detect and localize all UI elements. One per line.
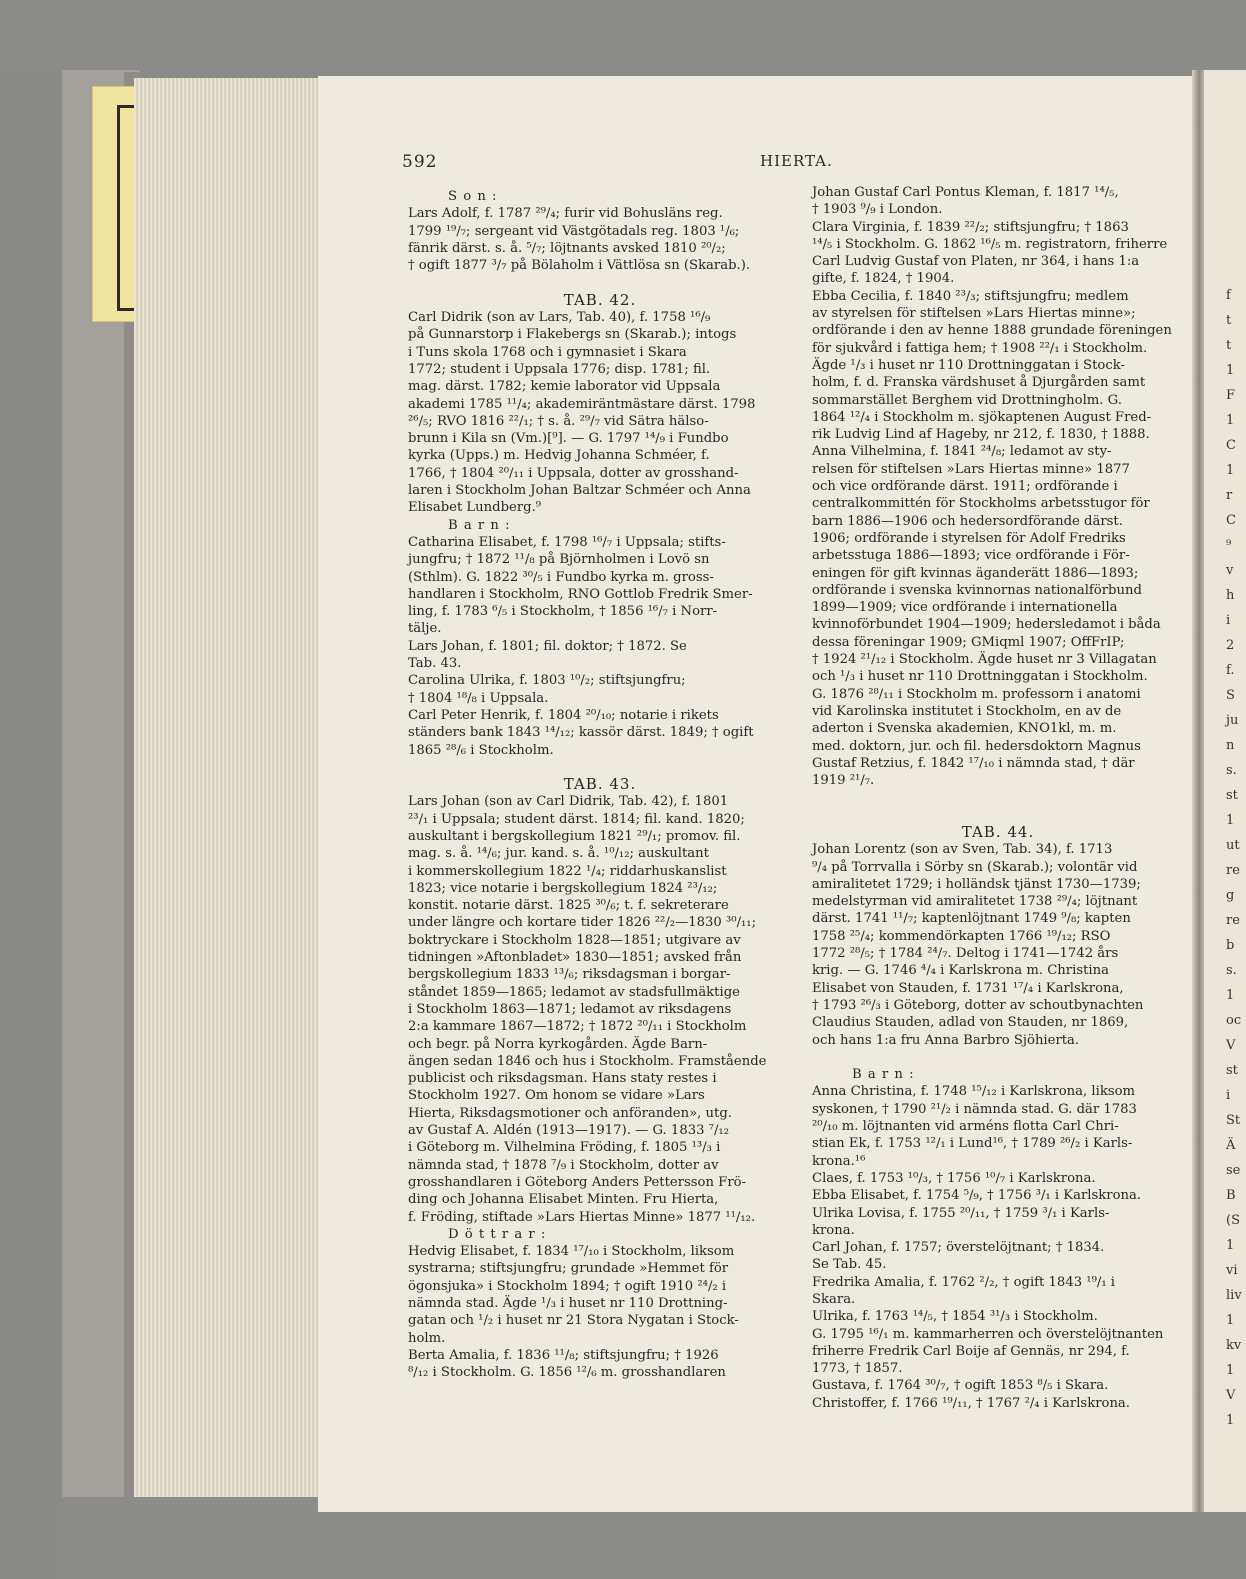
facing-page-fragment: F <box>1226 388 1236 403</box>
left-text-line: boktryckare i Stockholm 1828—1851; utgivare av <box>408 932 741 948</box>
right-text-line: rik Ludvig Lind af Hageby, nr 212, f. 1830, † 1888. <box>812 427 1150 443</box>
right-text-line: Johan Gustaf Carl Pontus Kleman, f. 1817 ¹⁴/₅, <box>812 185 1119 200</box>
left-text-column <box>408 188 792 1381</box>
left-text-line: 1865 ²⁸/₆ i Stockholm. <box>408 742 554 758</box>
right-text-line: dessa föreningar 1909; GMiqml 1907; OffFrIP; <box>812 634 1125 650</box>
right-text-line: därst. 1741 ¹¹/₇; kaptenlöjtnant 1749 ⁹/₈; kapten <box>812 911 1131 927</box>
facing-page-fragment: s. <box>1226 963 1237 978</box>
left-text-line: † 1804 ¹⁸/₈ i Uppsala. <box>408 690 549 706</box>
left-text-line: ding och Johanna Elisabet Minten. Fru Hierta, <box>408 1192 719 1208</box>
right-text-line: Fredrika Amalia, f. 1762 ²/₂, † ogift 1843 ¹⁹/₁ i <box>812 1274 1116 1290</box>
facing-page-fragment: r <box>1226 488 1233 503</box>
left-text-line: Lars Johan (son av Carl Didrik, Tab. 42), f. 1801 <box>408 794 729 810</box>
facing-page-fragment: n <box>1226 738 1235 753</box>
left-text-line: tälje. <box>408 621 442 637</box>
right-text-line: G. 1795 ¹⁶/₁ m. kammarherren och överstelöjtnanten <box>812 1326 1164 1342</box>
left-text-line: konstit. notarie därst. 1825 ³⁰/₆; t. f. sekreterare <box>408 898 729 914</box>
facing-page-fragment: 1 <box>1226 413 1235 428</box>
left-text-line: TAB. 43. <box>563 775 637 794</box>
left-text-line: ståndet 1859—1865; ledamot av stadsfullmäktige <box>408 984 740 1000</box>
running-title: HIERTA. <box>760 152 833 170</box>
left-text-line: systrarna; stiftsjungfru; grundade »Hemmet för <box>408 1261 729 1277</box>
right-text-line: Gustava, f. 1764 ³⁰/₇, † ogift 1853 ⁸/₅ i Skara. <box>812 1378 1109 1394</box>
left-text-line: Lars Johan, f. 1801; fil. doktor; † 1872. Se <box>408 638 687 654</box>
facing-page-fragment: Ä <box>1226 1138 1236 1153</box>
left-text-line: mag. därst. 1782; kemie laborator vid Uppsala <box>408 379 721 395</box>
right-text-line: Ebba Cecilia, f. 1840 ²³/₃; stiftsjungfru; medlem <box>812 288 1129 304</box>
facing-page-fragment: ju <box>1226 713 1239 728</box>
right-text-line: ordförande i den av henne 1888 grundade föreningen <box>812 323 1172 339</box>
right-text-line: och ¹/₃ i huset nr 110 Drottninggatan i Stockholm. <box>812 669 1148 685</box>
right-text-line: G. 1876 ²⁸/₁₁ i Stockholm m. professorn i anatomi <box>812 686 1141 702</box>
left-text-line: holm. <box>408 1330 446 1346</box>
facing-page-fragment: f. <box>1226 663 1235 678</box>
facing-page-fragment: 1 <box>1226 463 1235 478</box>
left-text-line: bergskollegium 1833 ¹³/₆; riksdagsman i borgar- <box>408 967 731 983</box>
left-text-line: Hierta, Riksdagsmotioner och anföranden», utg. <box>408 1105 732 1121</box>
right-text-line: ⁹/₄ på Torrvalla i Sörby sn (Skarab.); volontär vid <box>812 859 1138 875</box>
right-text-line: medelstyrman vid amiralitetet 1738 ²⁹/₄; löjtnant <box>812 894 1138 910</box>
right-text-line: krig. — G. 1746 ⁴/₄ i Karlskrona m. Christina <box>812 963 1109 979</box>
left-text-line: Hedvig Elisabet, f. 1834 ¹⁷/₁₀ i Stockholm, liksom <box>408 1244 735 1260</box>
left-text-line: Carl Didrik (son av Lars, Tab. 40), f. 1758 ¹⁶/₉ <box>408 310 711 326</box>
left-text-line: tidningen »Aftonbladet» 1830—1851; avsked från <box>408 950 742 966</box>
left-text-line: (Sthlm). G. 1822 ³⁰/₅ i Fundbo kyrka m. gross- <box>408 569 714 585</box>
facing-page-fragment: 1 <box>1226 1363 1235 1378</box>
right-text-line: stian Ek, f. 1753 ¹²/₁ i Lund¹⁶, † 1789 ²⁶/₂ i Karls- <box>812 1136 1133 1152</box>
facing-page-fragment: st <box>1226 788 1238 803</box>
left-text-line <box>408 274 792 291</box>
right-text-line: eningen för gift kvinnas äganderätt 1886—1893; <box>812 565 1139 581</box>
right-text-line <box>812 807 1184 824</box>
facing-page-fragment: S <box>1226 688 1235 703</box>
right-text-line: holm, f. d. Franska värdshuset å Djurgården samt <box>812 375 1146 391</box>
left-text-line: i Göteborg m. Vilhelmina Fröding, f. 1805 ¹³/₃ i <box>408 1140 721 1156</box>
facing-page-fragment: B <box>1226 1188 1236 1203</box>
left-text-line: 2:a kammare 1867—1872; † 1872 ²⁰/₁₁ i Stockholm <box>408 1019 747 1035</box>
right-text-line <box>812 789 1184 806</box>
left-text-line: auskultant i bergskollegium 1821 ²⁹/₁; promov. fil. <box>408 828 741 844</box>
right-text-line <box>812 1049 1184 1066</box>
facing-page-fragment: t <box>1226 338 1232 353</box>
facing-page-fragment: ut <box>1226 838 1240 853</box>
left-text-line: ängen sedan 1846 och hus i Stockholm. Framstående <box>408 1053 767 1069</box>
right-text-line: vid Karolinska institutet i Stockholm, en av de <box>812 703 1122 719</box>
facing-page-fragment: 1 <box>1226 988 1235 1003</box>
left-text-line: och begr. på Norra kyrkogården. Ägde Barn- <box>408 1036 708 1052</box>
facing-page-fragment: ⁹ <box>1226 538 1232 553</box>
left-text-line: Lars Adolf, f. 1787 ²⁹/₄; furir vid Bohusläns reg. <box>408 206 723 222</box>
right-text-line: Ebba Elisabet, f. 1754 ⁵/₉, † 1756 ³/₁ i Karlskrona. <box>812 1188 1142 1204</box>
left-text-line: i Tuns skola 1768 och i gymnasiet i Skara <box>408 344 687 360</box>
facing-page-fragment: 1 <box>1226 1313 1235 1328</box>
right-text-line: ordförande i svenska kvinnornas nationalförbund <box>812 582 1142 598</box>
facing-page-edge <box>1204 70 1246 1512</box>
left-text-line: 1772; student i Uppsala 1776; disp. 1781; fil. <box>408 361 711 377</box>
left-text-line: D ö t t r a r : <box>448 1226 547 1242</box>
right-text-line: Anna Vilhelmina, f. 1841 ²⁴/₈; ledamot av sty- <box>812 444 1112 460</box>
left-text-line: handlaren i Stockholm, RNO Gottlob Fredrik Smer- <box>408 586 753 602</box>
facing-page-fragment: vi <box>1226 1263 1238 1278</box>
facing-page-fragment: b <box>1226 938 1235 953</box>
yellow-bookmark-card <box>92 86 138 322</box>
left-text-line: Berta Amalia, f. 1836 ¹¹/₈; stiftsjungfru; † 1926 <box>408 1347 719 1363</box>
facing-page-fragment: 2 <box>1226 638 1235 653</box>
facing-page-fragment: C <box>1226 438 1236 453</box>
left-text-line: † ogift 1877 ³/₇ på Bölaholm i Vättlösa sn (Skarab.). <box>408 258 751 274</box>
right-text-line: för sjukvård i fattiga hem; † 1908 ²²/₁ i Stockholm. <box>812 340 1148 356</box>
left-text-line: Carolina Ulrika, f. 1803 ¹⁰/₂; stiftsjungfru; <box>408 673 686 689</box>
right-text-line: Claes, f. 1753 ¹⁰/₃, † 1756 ¹⁰/₇ i Karlskrona. <box>812 1170 1096 1186</box>
left-text-line: brunn i Kila sn (Vm.)[⁹]. — G. 1797 ¹⁴/₉ i Fundbo <box>408 431 729 447</box>
right-text-line: 1919 ²¹/₇. <box>812 773 875 789</box>
right-text-line: Anna Christina, f. 1748 ¹⁵/₁₂ i Karlskrona, liksom <box>812 1084 1136 1100</box>
right-text-line: 1773, † 1857. <box>812 1361 903 1377</box>
right-text-line: ²⁰/₁₀ m. löjtnanten vid arméns flotta Carl Chri- <box>812 1119 1119 1135</box>
right-text-line: 1906; ordförande i styrelsen för Adolf Fredriks <box>812 530 1126 546</box>
facing-page-fragment: f <box>1226 288 1231 303</box>
right-text-line: friherre Fredrik Carl Boije af Gennäs, nr 294, f. <box>812 1343 1130 1359</box>
left-text-line: Elisabet Lundberg.⁹ <box>408 500 542 516</box>
facing-page-fragment: 1 <box>1226 1238 1235 1253</box>
left-text-line: ögonsjuka» i Stockholm 1894; † ogift 1910 ²⁴/₂ i <box>408 1278 727 1294</box>
right-text-line: Carl Johan, f. 1757; överstelöjtnant; † 1834. <box>812 1240 1105 1256</box>
left-text-line: grosshandlaren i Göteborg Anders Pettersson Frö- <box>408 1174 747 1190</box>
facing-page-fragment: g <box>1226 888 1235 903</box>
right-text-column <box>812 184 1184 1412</box>
right-text-line: Christoffer, f. 1766 ¹⁹/₁₁, † 1767 ²/₄ i Karlskrona. <box>812 1395 1130 1411</box>
right-text-line: TAB. 44. <box>961 822 1035 841</box>
right-text-line: av styrelsen för stiftelsen »Lars Hiertas minne»; <box>812 306 1136 322</box>
right-text-line: arbetsstuga 1886—1893; vice ordförande i För- <box>812 548 1130 564</box>
right-text-line: † 1903 ⁹/₉ i London. <box>812 202 943 218</box>
right-text-line: med. doktorn, jur. och fil. hedersdoktorn Magnus <box>812 738 1141 754</box>
left-text-line: gatan och ¹/₂ i huset nr 21 Stora Nygatan i Stock- <box>408 1313 739 1329</box>
left-text-line <box>408 759 792 776</box>
right-text-line: barn 1886—1906 och hedersordförande därst. <box>812 513 1123 529</box>
right-text-line: ¹⁴/₅ i Stockholm. G. 1862 ¹⁶/₅ m. registratorn, friherre <box>812 236 1168 252</box>
right-text-line: krona. <box>812 1222 855 1238</box>
facing-page-fragment: s. <box>1226 763 1237 778</box>
left-text-line: fänrik därst. s. å. ⁵/₇; löjtnants avsked 1810 ²⁰/₂; <box>408 240 726 256</box>
right-text-line: amiralitetet 1729; i holländsk tjänst 1730—1739; <box>812 876 1141 892</box>
facing-page-fragment: liv <box>1226 1288 1242 1303</box>
left-text-line: på Gunnarstorp i Flakebergs sn (Skarab.); intogs <box>408 327 737 343</box>
left-text-line: Tab. 43. <box>408 656 462 672</box>
right-text-line: och vice ordförande därst. 1911; ordförande i <box>812 479 1118 495</box>
left-text-line: S o n : <box>448 189 498 204</box>
left-text-line: 1823; vice notarie i bergskollegium 1824 ²³/₁₂; <box>408 880 718 896</box>
right-text-line: 1772 ²⁸/₅; † 1784 ²⁴/₇. Deltog i 1741—1742 års <box>812 946 1119 962</box>
right-text-line: 1758 ²⁵/₄; kommendörkapten 1766 ¹⁹/₁₂; RSO <box>812 928 1111 944</box>
right-text-line: † 1793 ²⁶/₃ i Göteborg, dotter av schoutbynachten <box>812 997 1144 1013</box>
right-text-line: Claudius Stauden, adlad von Stauden, nr 1869, <box>812 1015 1129 1031</box>
left-text-line: 1799 ¹⁹/₇; sergeant vid Västgötadals reg. 1803 ¹/₆; <box>408 223 740 239</box>
left-text-line: nämnda stad, † 1878 ⁷/₉ i Stockholm, dotter av <box>408 1157 719 1173</box>
left-text-line: ⁸/₁₂ i Stockholm. G. 1856 ¹²/₆ m. grosshandlaren <box>408 1365 726 1381</box>
right-text-line: aderton i Svenska akademien, KNO1kl, m. m. <box>812 721 1117 737</box>
right-text-line: 1899—1909; vice ordförande i internationella <box>812 600 1118 616</box>
left-text-line: i kommerskollegium 1822 ¹/₄; riddarhuskanslist <box>408 863 727 879</box>
facing-page-fragment: v <box>1226 563 1234 578</box>
left-text-line: Stockholm 1927. Om honom se vidare »Lars <box>408 1088 705 1104</box>
facing-page-fragment: re <box>1226 913 1240 928</box>
facing-page-fragment: 1 <box>1226 1413 1235 1428</box>
right-text-line: Ulrika, f. 1763 ¹⁴/₅, † 1854 ³¹/₃ i Stockholm. <box>812 1309 1098 1325</box>
left-text-line: Catharina Elisabet, f. 1798 ¹⁶/₇ i Uppsala; stifts- <box>408 534 726 550</box>
facing-page-fragment: 1 <box>1226 363 1235 378</box>
facing-page-fragment: St <box>1226 1113 1241 1128</box>
right-text-line: Clara Virginia, f. 1839 ²²/₂; stiftsjungfru; † 1863 <box>812 219 1129 235</box>
left-text-line: TAB. 42. <box>563 290 637 309</box>
left-text-line: akademi 1785 ¹¹/₄; akademiräntmästare därst. 1798 <box>408 396 756 412</box>
left-text-line: f. Fröding, stiftade »Lars Hiertas Minne» 1877 ¹¹/₁₂. <box>408 1209 756 1225</box>
right-text-line: syskonen, † 1790 ²¹/₂ i nämnda stad. G. där 1783 <box>812 1101 1137 1117</box>
right-text-line: Se Tab. 45. <box>812 1257 887 1273</box>
facing-page-fragment: (S <box>1226 1213 1240 1228</box>
facing-page-fragment: 1 <box>1226 813 1235 828</box>
facing-page-fragment: V <box>1226 1038 1236 1053</box>
left-text-line: under längre och kortare tider 1826 ²²/₂—1830 ³⁰/₁₁; <box>408 915 757 931</box>
right-text-line: Carl Ludvig Gustaf von Platen, nr 364, i hans 1:a <box>812 254 1140 270</box>
page-stack-edge <box>134 78 318 1500</box>
left-text-line: ²⁶/₅; RVO 1816 ²²/₁; † s. å. ²⁹/₇ vid Sätra hälso- <box>408 413 709 429</box>
right-text-line: 1864 ¹²/₄ i Stockholm m. sjökaptenen August Fred- <box>812 409 1152 425</box>
left-text-line: ling, f. 1783 ⁶/₅ i Stockholm, † 1856 ¹⁶/₇ i Norr- <box>408 604 718 620</box>
right-text-line: gifte, f. 1824, † 1904. <box>812 271 955 287</box>
right-text-line: † 1924 ²¹/₁₂ i Stockholm. Ägde huset nr 3 Villagatan <box>812 652 1157 668</box>
facing-page-fragment: re <box>1226 863 1240 878</box>
left-text-line: publicist och riksdagsman. Hans staty restes i <box>408 1071 717 1087</box>
facing-page-fragment: oc <box>1226 1013 1242 1028</box>
facing-page-fragment: V <box>1226 1388 1236 1403</box>
facing-page-fragment: st <box>1226 1063 1238 1078</box>
left-text-line: jungfru; † 1872 ¹¹/₈ på Björnholmen i Lovö sn <box>408 552 710 568</box>
right-text-line: sommarstället Berghem vid Drottningholm. G. <box>812 392 1122 408</box>
left-text-line: laren i Stockholm Johan Baltzar Schméer och Anna <box>408 483 751 499</box>
left-text-line: 1766, † 1804 ²⁰/₁₁ i Uppsala, dotter av grosshand- <box>408 465 739 481</box>
right-text-line: Ulrika Lovisa, f. 1755 ²⁰/₁₁, † 1759 ³/₁ i Karls- <box>812 1205 1110 1221</box>
left-text-line: B a r n : <box>448 517 511 533</box>
facing-page-fragment: C <box>1226 513 1236 528</box>
right-text-line: B a r n : <box>852 1067 915 1083</box>
left-text-line: ständers bank 1843 ¹⁴/₁₂; kassör därst. 1849; † ogift <box>408 725 754 741</box>
page-number: 592 <box>402 152 438 172</box>
left-text-line: mag. s. å. ¹⁴/₆; jur. kand. s. å. ¹⁰/₁₂; auskultant <box>408 846 709 862</box>
left-text-line: nämnda stad. Ägde ¹/₃ i huset nr 110 Drottning- <box>408 1296 728 1311</box>
facing-page-fragment: kv <box>1226 1338 1242 1353</box>
left-text-line: Carl Peter Henrik, f. 1804 ²⁰/₁₀; notarie i rikets <box>408 707 719 723</box>
facing-page-fragment: i <box>1226 1088 1231 1103</box>
right-text-line: och hans 1:a fru Anna Barbro Sjöhierta. <box>812 1032 1080 1048</box>
right-text-line: Ägde ¹/₃ i huset nr 110 Drottninggatan i Stock- <box>812 357 1125 373</box>
facing-page-fragment: i <box>1226 613 1231 628</box>
right-text-line: relsen för stiftelsen »Lars Hiertas minne» 1877 <box>812 461 1130 477</box>
right-text-line: Skara. <box>812 1292 856 1307</box>
right-text-line: centralkommittén för Stockholms arbetsstugor för <box>812 496 1150 512</box>
card-bracket <box>117 105 134 311</box>
left-text-line: kyrka (Upps.) m. Hedvig Johanna Schméer, f. <box>408 448 710 464</box>
right-text-line: Johan Lorentz (son av Sven, Tab. 34), f. 1713 <box>812 842 1113 858</box>
left-text-line: i Stockholm 1863—1871; ledamot av riksdagens <box>408 1001 732 1017</box>
facing-page-fragment: h <box>1226 588 1235 603</box>
left-text-line: ²³/₁ i Uppsala; student därst. 1814; fil. kand. 1820; <box>408 811 745 827</box>
right-text-line: Elisabet von Stauden, f. 1731 ¹⁷/₄ i Karlskrona, <box>812 980 1124 996</box>
left-text-line: av Gustaf A. Aldén (1913—1917). — G. 1833 ⁷/₁₂ <box>408 1123 729 1139</box>
background <box>0 0 1246 70</box>
facing-page-fragment: se <box>1226 1163 1241 1178</box>
right-text-line: Gustaf Retzius, f. 1842 ¹⁷/₁₀ i nämnda stad, † där <box>812 755 1135 771</box>
right-text-line: krona.¹⁶ <box>812 1153 866 1169</box>
right-text-line: kvinnoförbundet 1904—1909; hedersledamot i båda <box>812 617 1161 633</box>
facing-page-fragment: t <box>1226 313 1232 328</box>
